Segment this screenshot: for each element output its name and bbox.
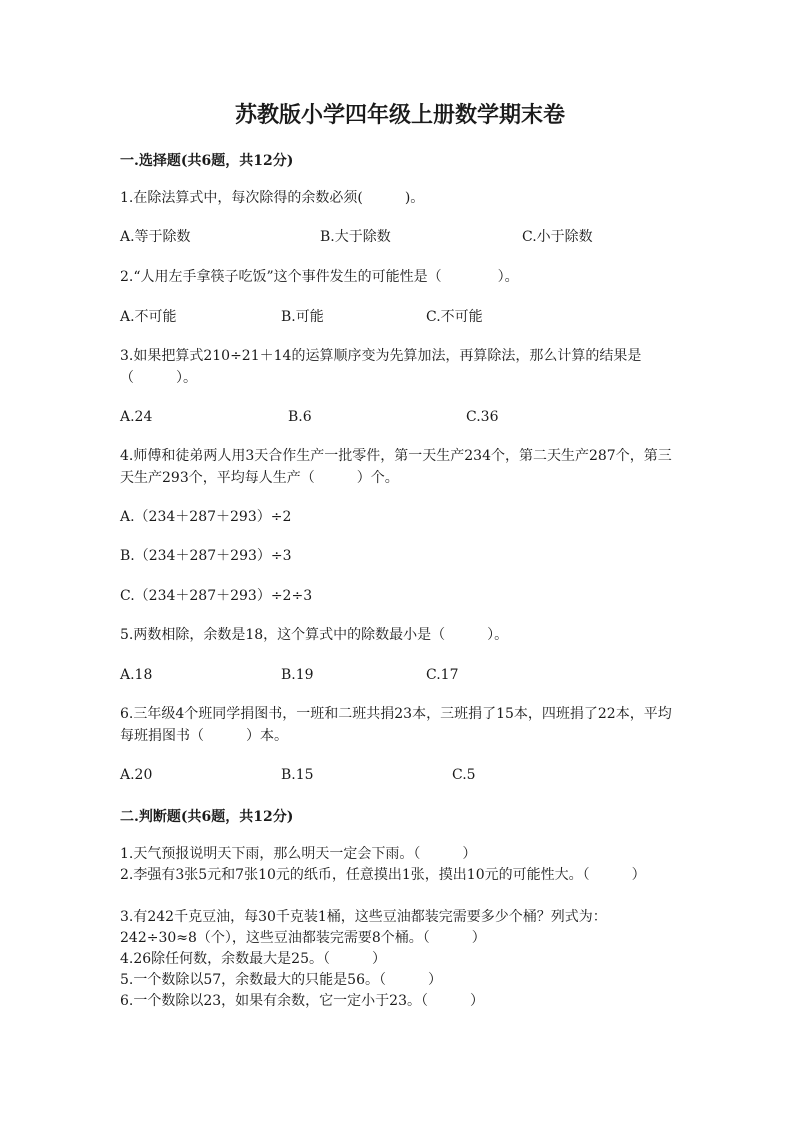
option-a: A.不可能 (120, 309, 177, 325)
choice-question-2: 2.“人用左手拿筷子吃饭”这个事件发生的可能性是（ ）。 (120, 269, 519, 285)
option-c: C.17 (426, 667, 459, 683)
page-title: 苏教版小学四年级上册数学期末卷 (234, 102, 565, 128)
option-a: A.20 (120, 767, 153, 783)
section-heading-choice: 一.选择题(共6题，共12分) (120, 153, 294, 169)
choice-question-3: 3.如果把算式210÷21＋14的运算顺序变为先算加法，再算除法，那么计算的结果是（ ）。 (120, 348, 642, 386)
judgement-question-6: 6.一个数除以23，如果有余数，它一定小于23。（ ） (120, 993, 484, 1009)
option-b: B.可能 (281, 309, 324, 325)
option-a: A.等于除数 (120, 229, 191, 245)
choice-options-6 (120, 764, 680, 786)
option-a: A.18 (120, 667, 153, 683)
judgement-question-3: 3.有242千克豆油，每30千克装1桶，这些豆油都装完需要多少个桶？列式为：242÷30≈8（个），这些豆油都装完需要8个桶。（ ） (120, 909, 607, 946)
option-a: A.24 (120, 409, 153, 425)
choice-options-5 (120, 664, 680, 686)
option-c: C.5 (452, 767, 476, 783)
choice-question-4: 4.师傅和徒弟两人用3天合作生产一批零件，第一天生产234个，第二天生产287个，第三天生产293个，平均每人生产（ ）个。 (120, 448, 672, 486)
choice-options-1 (120, 226, 680, 248)
judgement-question-5: 5.一个数除以57，余数最大的只能是56。（ ） (120, 972, 442, 988)
option-c: C.不可能 (426, 309, 483, 325)
section-heading-true-false: 二.判断题(共6题，共12分) (120, 809, 294, 825)
option-c: C.小于除数 (522, 229, 593, 245)
option-b: B.大于除数 (320, 229, 391, 245)
option-c: C.（234＋287＋293）÷2÷3 (120, 588, 313, 604)
choice-question-5: 5.两数相除，余数是18，这个算式中的除数最小是（ ）。 (120, 627, 509, 643)
option-b: B.（234＋287＋293）÷3 (120, 548, 292, 564)
choice-question-6: 6.三年级4个班同学捐图书，一班和二班共捐23本，三班捐了15本，四班捐了22本，平均每班捐图书（ ）本。 (120, 706, 672, 744)
choice-options-2 (120, 306, 680, 328)
judgement-question-2: 2.李强有3张5元和7张10元的纸币，任意摸出1张，摸出10元的可能性大。（ ） (120, 867, 646, 883)
choice-question-1: 1.在除法算式中，每次除得的余数必须( )。 (120, 190, 425, 206)
option-b: B.6 (288, 409, 312, 425)
judgement-question-4: 4.26除任何数，余数最大是25。（ ） (120, 951, 386, 967)
choice-options-3 (120, 406, 680, 428)
option-b: B.19 (281, 667, 314, 683)
judgement-question-1: 1.天气预报说明天下雨，那么明天一定会下雨。（ ） (120, 846, 477, 862)
option-b: B.15 (281, 767, 314, 783)
option-a: A.（234＋287＋293）÷2 (120, 509, 292, 525)
option-c: C.36 (466, 409, 499, 425)
